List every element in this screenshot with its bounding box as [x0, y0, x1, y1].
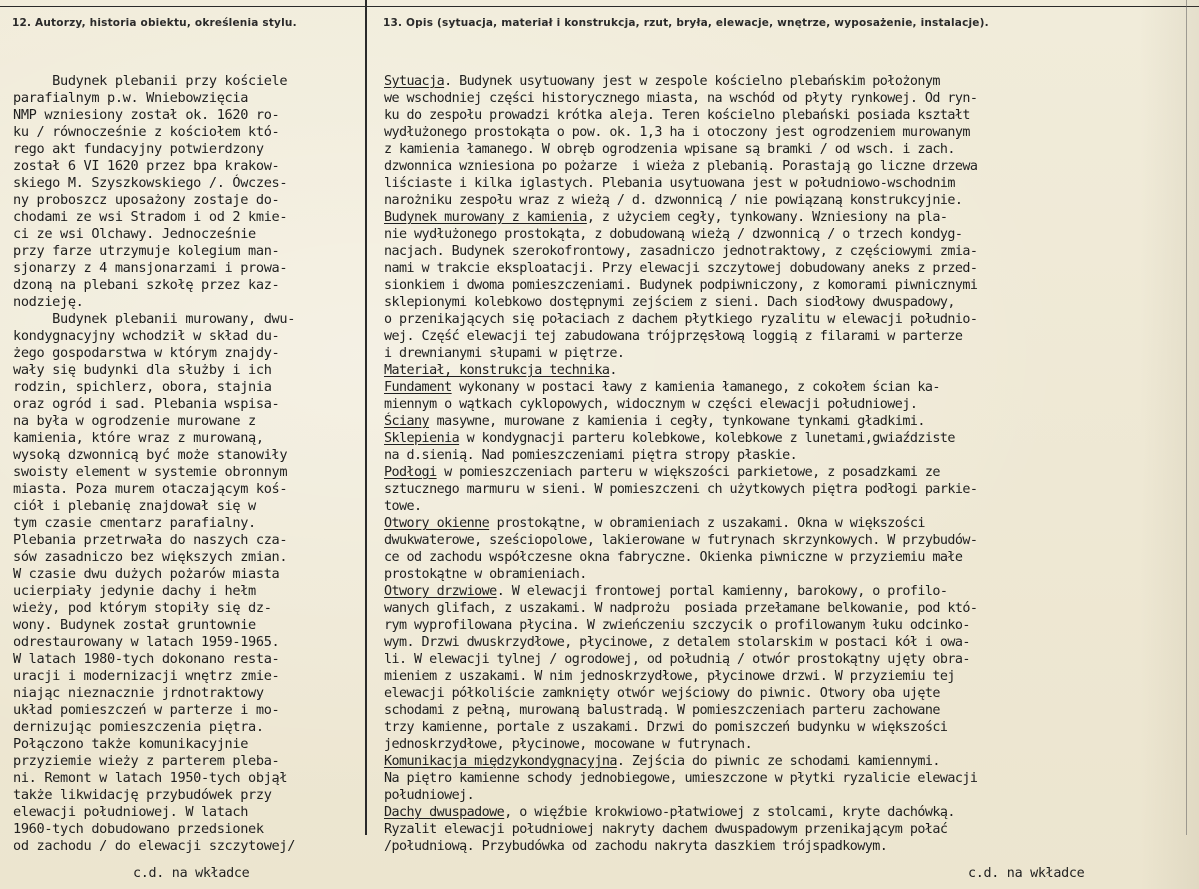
description-text: . W elewacji frontowej portal kamienny, barokowy, o profilo- [496, 584, 948, 599]
description-line [384, 413, 977, 430]
history-line: został 6 VI 1620 przez bpa krakow- [13, 158, 280, 174]
history-line: rodzin, spichlerz, obora, stajnia [13, 379, 272, 395]
history-line: kondygnacyjny wchodził w skład du- [13, 328, 280, 344]
history-line: uracji i modernizacji wnętrz zmie- [13, 668, 280, 684]
history-line: ny proboszcz uposażony zostaje do- [13, 192, 280, 208]
description-text: /południową. Przybudówka od zachodu nakryta daszkiem trójspadkowym. [384, 839, 888, 854]
description-line [384, 736, 977, 753]
description-line [384, 549, 977, 566]
history-line: ci ze wsi Olchawy. Jednocześnie [13, 226, 256, 242]
history-line: dzoną na plebani szkołę przez kaz- [13, 277, 280, 293]
description-line [384, 515, 977, 532]
description-text: , o więźbie krokwiowo-płatwiowej z stolcami, kryte dachówką. [504, 805, 955, 820]
description-line [384, 345, 977, 362]
history-line: dernizując pomieszczenia piętra. [13, 719, 264, 735]
description-text: liściaste i kilka iglastych. Plebania usytuowana jest w południowo-wschodnim [384, 176, 955, 191]
subsection-heading: Ściany [384, 414, 430, 429]
history-line: na była w ogrodzenie murowane z [13, 413, 256, 429]
description-line [384, 328, 977, 345]
description-text: o przenikających się połaciach z dachem płytkiego ryzalitu w elewacji południo- [384, 312, 978, 327]
history-line: żego gospodarstwa w którym znajdy- [13, 345, 280, 361]
description-text: nie wydłużonego prostokąta, z dobudowaną wieżą / dzwonnicą / o trzech kondyg- [384, 227, 963, 242]
description-line [384, 532, 977, 549]
history-line: Budynek plebanii murowany, dwu- [13, 311, 296, 327]
history-line: W czasie dwu dużych pożarów miasta [13, 566, 280, 582]
description-text: z kamienia łamanego. W obręb ogrodzenia wpisane są bramki / od wsch. i zach. [384, 142, 955, 157]
description-line [384, 175, 977, 192]
description-line [384, 141, 977, 158]
history-column [13, 73, 295, 855]
history-line: parafialnym p.w. Wniebowzięcia [13, 90, 249, 106]
history-line: sjonarzy z 4 mansjonarzami i prowa- [13, 260, 288, 276]
history-line: kamienia, które wraz z murowaną, [13, 430, 264, 446]
description-line [384, 634, 977, 651]
description-text: sionkiem i dwoma pomieszczeniami. Budynek podpiwniczony, z komorami piwnicznymi [384, 278, 978, 293]
description-text: na d.sienią. Nad pomieszczeniami piętra stropy płaskie. [384, 448, 798, 463]
history-line: układ pomieszczeń w parterze i mo- [13, 702, 280, 718]
subsection-heading: Sytuacja [384, 74, 445, 89]
description-line [384, 821, 977, 838]
description-line [384, 243, 977, 260]
description-text: rym wyprofilowana płycina. W zwieńczeniu szczycik o profilowanym łuku odcinko- [384, 618, 970, 633]
description-line [384, 294, 977, 311]
history-line: nodzieję. [13, 294, 84, 310]
history-line: 1960-tych dobudowano przedsionek [13, 821, 264, 837]
column-divider [365, 0, 367, 835]
description-line [384, 396, 977, 413]
description-line [384, 192, 977, 209]
description-text: . [609, 363, 617, 378]
description-line [384, 651, 977, 668]
description-line [384, 702, 977, 719]
description-text: . Budynek usytuowany jest w zespole kościelno plebańskim położonym [444, 74, 940, 89]
description-line [384, 311, 977, 328]
description-text: mieniem z uszakami. W nim jednoskrzydłowe, płycinowe drzwi. W przyziemiu tej [384, 669, 955, 684]
subsection-heading: Dachy dwuspadowe [384, 805, 505, 820]
description-text: wym. Drzwi dwuskrzydłowe, płycinowe, z detalem stolarskim w postaci kół i owa- [384, 635, 970, 650]
description-text: elewacji półkoliście zamknięty otwór wejściowy do piwnic. Otwory oba ujęte [384, 686, 940, 701]
subsection-heading: Podłogi [384, 465, 437, 480]
description-line [384, 73, 977, 90]
history-line: rego akt fundacyjny potwierdzony [13, 141, 264, 157]
history-line: wysoką dzwonnicą być może stanowiły [13, 447, 288, 463]
history-line: ni. Remont w latach 1950-tych objął [13, 770, 288, 786]
description-line [384, 770, 977, 787]
description-text: w pomieszczeniach parteru w większości parkietowe, z posadzkami ze [436, 465, 940, 480]
description-line [384, 260, 977, 277]
description-line [384, 124, 977, 141]
subsection-heading: Otwory drzwiowe [384, 584, 497, 599]
history-line: wały się budynki dla służby i ich [13, 362, 272, 378]
description-line [384, 617, 977, 634]
description-text: jednoskrzydłowe, płycinowe, mocowane w futrynach. [384, 737, 753, 752]
history-line: wieży, pod którym stopiły się dz- [13, 600, 272, 616]
description-text: narożniku zespołu wraz z wieżą / d. dzwonnicą / nie powiązaną konstrukcyjnie. [384, 193, 963, 208]
description-text: miennym o wątkach cyklopowych, widocznym w części elewacji południowej. [384, 397, 918, 412]
description-text: . Zejścia do piwnic ze schodami kamiennymi. [616, 754, 940, 769]
description-text: sklepionymi kolebkowo dostępnymi zejściem z sieni. Dach siodłowy dwuspadowy, [384, 295, 955, 310]
history-line: sów zasadniczo bez większych zmian. [13, 549, 288, 565]
description-text: we wschodniej części historycznego miasta, na wschód od płyty rynkowej. Od ryn- [384, 91, 978, 106]
description-text: nacjach. Budynek szerokofrontowy, zasadniczo jednotraktowy, z częściowymi zmia- [384, 244, 978, 259]
description-line [384, 158, 977, 175]
description-text: wanych glifach, z uszakami. W nadprożu posiada przełamane belkowanie, pod któ- [384, 601, 978, 616]
history-line: niając nieznacznie jrdnotraktowy [13, 685, 264, 701]
description-line [384, 277, 977, 294]
description-line [384, 447, 977, 464]
history-line: ciół i plebanię znajdował się w [13, 498, 256, 514]
description-text: i drewnianymi słupami w piętrze. [384, 346, 625, 361]
subsection-heading: Komunikacja międzykondygnacyjna [384, 754, 617, 769]
description-line [384, 430, 977, 447]
description-text: wydłużonego prostokąta o pow. ok. 1,3 ha i otoczony jest ogrodzeniem murowanym [384, 125, 970, 140]
description-line [384, 379, 977, 396]
description-text: trzy kamienne, portale z uszakami. Drzwi do pomiszczeń budynku w większości [384, 720, 948, 735]
subsection-heading: Materiał, konstrukcja technika [384, 363, 610, 378]
history-line: NMP wzniesiony został ok. 1620 ro- [13, 107, 280, 123]
description-column [384, 73, 977, 855]
subsection-heading: Fundament [384, 380, 452, 395]
section-13-header: 13. Opis (sytuacja, materiał i konstrukcja, rzut, bryła, elewacje, wnętrze, wyposażenie, instalacje). [383, 17, 989, 29]
description-text: południowej. [384, 788, 475, 803]
description-line [384, 498, 977, 515]
description-text: , z użyciem cegły, tynkowany. Wzniesiony na pla- [586, 210, 948, 225]
description-line [384, 464, 977, 481]
history-line: miasta. Poza murem otaczającym koś- [13, 481, 288, 497]
continuation-note-right: c.d. na wkładce [968, 866, 1085, 881]
description-text: Na piętro kamienne schody jednobiegowe, umieszczone w płytki ryzalicie elewacji [384, 771, 978, 786]
subsection-heading: Otwory okienne [384, 516, 490, 531]
description-text: li. W elewacji tylnej / ogrodowej, od południą / otwór prostokątny ujęty obra- [384, 652, 970, 667]
history-line: także likwidację przybudówek przy [13, 787, 272, 803]
description-line [384, 90, 977, 107]
description-text: towe. [384, 499, 422, 514]
history-line: Budynek plebanii przy kościele [13, 73, 288, 89]
history-line: od zachodu / do elewacji szczytowej/ [13, 838, 296, 854]
subsection-heading: Sklepienia [384, 431, 460, 446]
top-rule [0, 6, 1199, 7]
history-line: odrestaurowany w latach 1959-1965. [13, 634, 280, 650]
description-text: dzwonnica wzniesiona po pożarze i wieża z plebanią. Porastają go liczne drzewa [384, 159, 978, 174]
description-line [384, 583, 977, 600]
history-line: Plebania przetrwała do naszych cza- [13, 532, 288, 548]
description-line [384, 600, 977, 617]
description-line [384, 804, 977, 821]
description-line [384, 753, 977, 770]
description-line [384, 107, 977, 124]
description-line [384, 719, 977, 736]
description-text: prostokątne w obramieniach. [384, 567, 587, 582]
description-text: wykonany w postaci ławy z kamienia łamanego, z cokołem ścian ka- [451, 380, 940, 395]
section-12-header: 12. Autorzy, historia obiektu, określenia stylu. [12, 17, 297, 29]
history-line: ucierpiały jedynie dachy i hełm [13, 583, 256, 599]
description-text: masywne, murowane z kamienia i cegły, tynkowane tynkami gładkimi. [429, 414, 925, 429]
description-line [384, 838, 977, 855]
history-line: chodami ze wsi Stradom i od 2 kmie- [13, 209, 288, 225]
description-line [384, 481, 977, 498]
description-line [384, 566, 977, 583]
history-line: przyziemie wieży z parterem pleba- [13, 753, 280, 769]
description-text: wej. Część elewacji tej zabudowana trójprzęsłową loggią z filarami w parterze [384, 329, 963, 344]
history-line: oraz ogród i sad. Plebania wspisa- [13, 396, 280, 412]
description-line [384, 668, 977, 685]
history-line: przy farze utrzymuje kolegium man- [13, 243, 280, 259]
description-text: ce od zachodu współczesne okna fabryczne. Okienka piwniczne w przyziemiu małe [384, 550, 963, 565]
description-text: ku do zespołu prowadzi krótka aleja. Teren kościelno plebański posiada kształt [384, 108, 970, 123]
description-line [384, 209, 977, 226]
history-line: W latach 1980-tych dokonano resta- [13, 651, 280, 667]
description-line [384, 685, 977, 702]
description-line [384, 787, 977, 804]
subsection-heading: Budynek murowany z kamienia [384, 210, 587, 225]
description-text: sztucznego marmuru w sieni. W pomieszczeni ch użytkowych piętra podłogi parkie- [384, 482, 978, 497]
history-line: Połączono także komunikacyjnie [13, 736, 249, 752]
description-text: Ryzalit elewacji południowej nakryty dachem dwuspadowym przenikającym połać [384, 822, 948, 837]
history-line: swoisty element w systemie obronnym [13, 464, 288, 480]
history-line: wony. Budynek został gruntownie [13, 617, 256, 633]
paper-edge-shading [1140, 0, 1199, 889]
description-text: w kondygnacji parteru kolebkowe, kolebkowe z lunetami,gwiaździste [459, 431, 955, 446]
description-line [384, 226, 977, 243]
description-text: dwukwaterowe, sześciopolowe, lakierowane w futrynach skrzynkowych. W przybudów- [384, 533, 978, 548]
description-text: nami w trakcie eksploatacji. Przy elewacji szczytowej dobudowany aneks z przed- [384, 261, 978, 276]
description-text: prostokątne, w obramieniach z uszakami. Okna w większości [489, 516, 925, 531]
history-line: elewacji południowej. W latach [13, 804, 249, 820]
continuation-note-left: c.d. na wkładce [133, 866, 250, 881]
description-line [384, 362, 977, 379]
history-line: ku / równocześnie z kościołem któ- [13, 124, 280, 140]
history-line: skiego M. Szyszkowskiego /. Ówczes- [13, 175, 288, 191]
history-line: tym czasie cmentarz parafialny. [13, 515, 256, 531]
description-text: schodami z pełną, murowaną balustradą. W pomieszczeniach parteru zachowane [384, 703, 940, 718]
